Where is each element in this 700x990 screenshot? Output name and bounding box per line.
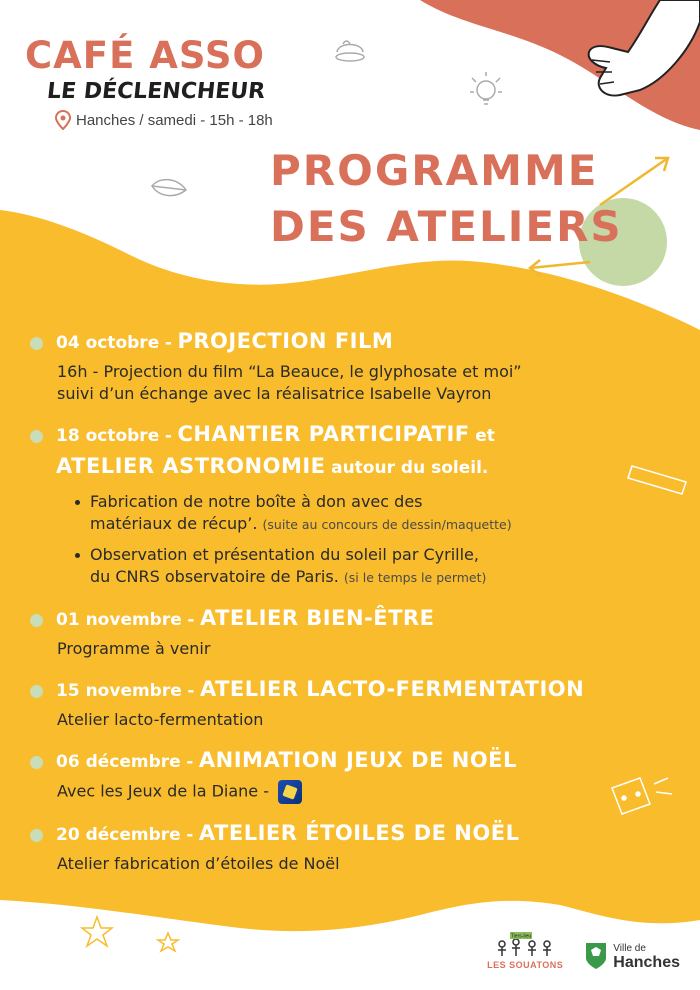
event-description: Programme à venir	[57, 639, 211, 658]
bullet-dot	[30, 756, 43, 769]
event-description: Atelier fabrication d’étoiles de Noël	[57, 854, 340, 873]
separator: -	[187, 610, 195, 630]
subitem-line: Observation et présentation du soleil par Cyrille,	[90, 545, 479, 564]
subitem-note: (suite au concours de dessin/maquette)	[262, 517, 512, 532]
event-title-connector: et	[475, 426, 495, 446]
event-title: ANIMATION JEUX DE NOËL	[198, 748, 517, 772]
star-icon	[82, 917, 112, 946]
separator: -	[186, 752, 194, 772]
event-description: Atelier lacto-fermentation	[57, 710, 264, 729]
programme-title-line2: DES ATELIERS	[270, 202, 623, 251]
subitem	[75, 491, 680, 536]
star-icon	[158, 933, 178, 951]
header	[25, 36, 273, 130]
location-line	[55, 110, 273, 130]
event-description	[57, 780, 680, 804]
event-title: ATELIER ASTRONOMIE	[56, 454, 326, 478]
partner-logos	[487, 932, 680, 970]
event-header	[30, 818, 680, 850]
arrow-left-icon	[530, 260, 590, 276]
cafe-title: CAFÉ ASSO	[25, 34, 265, 77]
event-header	[30, 674, 680, 706]
description-text: Avec les Jeux de la Diane -	[57, 781, 270, 801]
subitem-note: (si le temps le permet)	[343, 570, 487, 585]
event-header	[30, 603, 680, 635]
ville-de-hanches-logo	[585, 942, 680, 970]
map-pin-icon	[55, 110, 71, 130]
subitem-line: matériaux de récup’.	[90, 514, 258, 533]
les-souatons-logo	[487, 932, 563, 970]
event-item	[30, 674, 680, 731]
event-item	[30, 818, 680, 875]
bullet-dot	[30, 614, 43, 627]
event-description	[57, 361, 680, 405]
subitem-line: Fabrication de notre boîte à don avec des	[90, 492, 423, 511]
subitem	[75, 544, 680, 589]
event-title: ATELIER ÉTOILES DE NOËL	[198, 821, 520, 845]
event-item	[30, 419, 680, 589]
leaf-icon	[152, 180, 186, 196]
event-date: 06 décembre	[56, 752, 181, 772]
description-line: suivi d’un échange avec la réalisatrice Isabelle Vayron	[57, 384, 492, 403]
people-figures-icon	[492, 932, 558, 960]
jeux-de-la-diane-logo-icon	[278, 780, 302, 804]
programme-title	[270, 143, 623, 255]
event-subitems	[75, 491, 680, 589]
town-shield-icon	[585, 942, 607, 970]
subitem-line: du CNRS observatoire de Paris.	[90, 567, 339, 586]
event-item	[30, 326, 680, 405]
separator: -	[186, 825, 194, 845]
event-title-suffix: autour du soleil.	[331, 458, 489, 478]
ville-de-text: Ville de	[613, 943, 646, 954]
separator: -	[164, 333, 172, 353]
les-souatons-text: LES SOUATONS	[487, 960, 564, 970]
event-title: ATELIER LACTO-FERMENTATION	[199, 677, 585, 701]
event-date: 15 novembre	[56, 681, 182, 701]
event-header	[30, 745, 680, 777]
event-item	[30, 603, 680, 660]
separator: -	[164, 426, 172, 446]
separator: -	[187, 681, 195, 701]
lightbulb-icon	[470, 72, 502, 104]
event-date: 01 novembre	[56, 610, 182, 630]
events-list	[30, 326, 680, 889]
bullet-dot	[30, 337, 43, 350]
event-header	[30, 326, 680, 358]
association-name: LE DÉCLENCHEUR	[45, 79, 267, 104]
programme-title-line1: PROGRAMME	[270, 146, 599, 195]
event-header	[30, 419, 680, 483]
bullet-dot	[30, 829, 43, 842]
description-line: 16h - Projection du film “La Beauce, le glyphosate et moi”	[57, 362, 522, 381]
event-date: 18 octobre	[56, 426, 160, 446]
event-title: ATELIER BIEN-ÊTRE	[199, 606, 435, 630]
event-item	[30, 745, 680, 804]
event-title: PROJECTION FILM	[177, 329, 394, 353]
coffee-cup-icon	[336, 41, 364, 61]
hanches-text: Hanches	[613, 954, 680, 971]
location-text: Hanches / samedi - 15h - 18h	[76, 111, 273, 129]
event-date: 20 décembre	[56, 825, 181, 845]
tiers-lieu-sign: Tiers-lieu	[511, 933, 532, 940]
event-date: 04 octobre	[56, 333, 160, 353]
bullet-dot	[30, 685, 43, 698]
event-title: CHANTIER PARTICIPATIF	[177, 422, 470, 446]
bullet-dot	[30, 430, 43, 443]
